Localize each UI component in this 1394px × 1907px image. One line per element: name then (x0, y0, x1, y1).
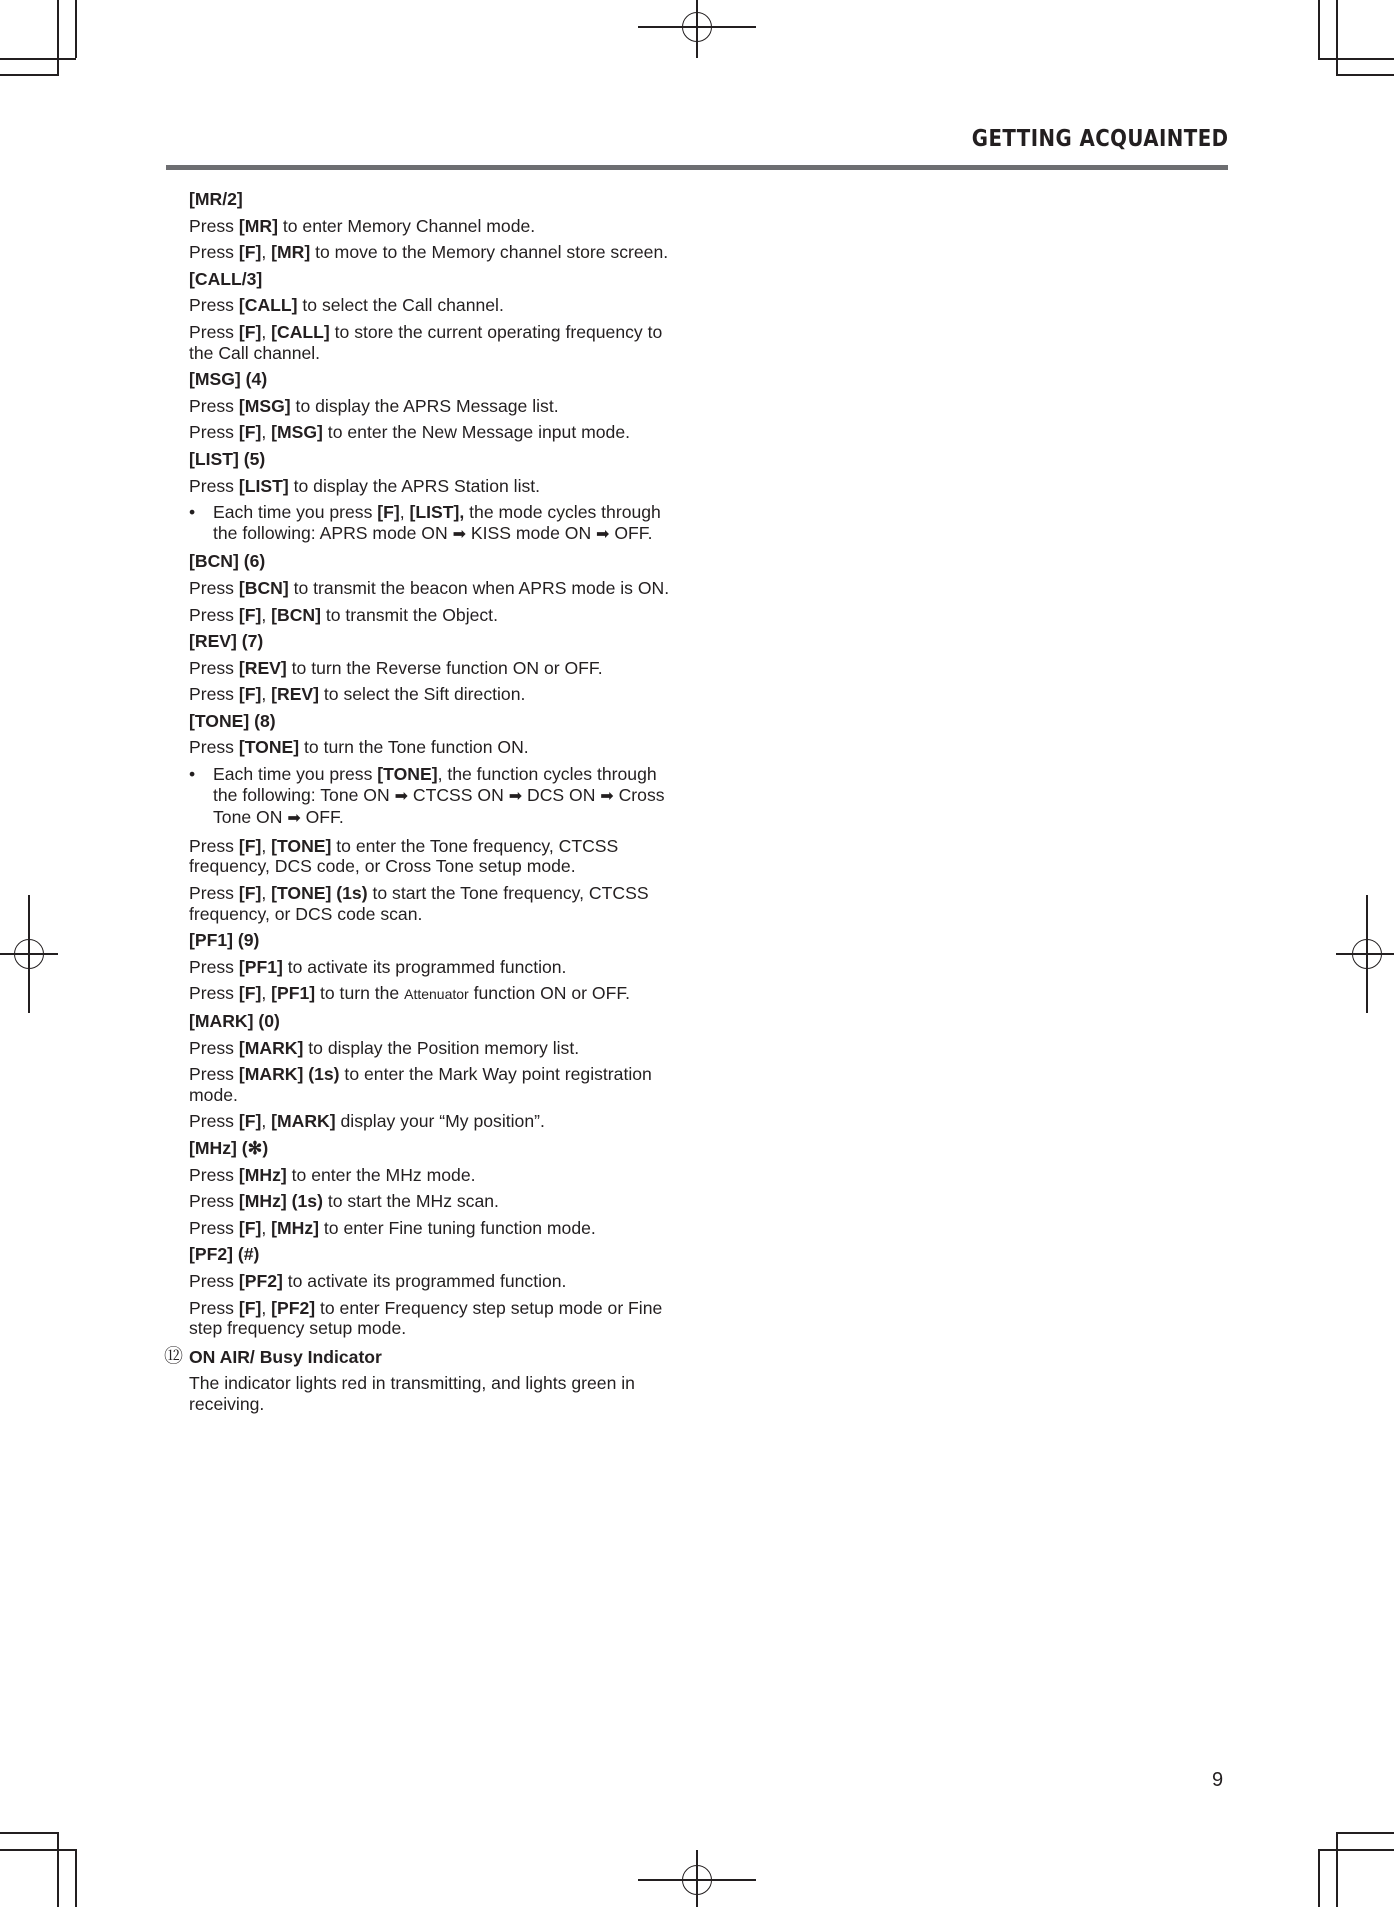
description-line: Press [F], [MSG] to enter the New Message input mode. (189, 422, 631, 443)
description-line: Press [PF2] to activate its programmed function. (189, 1270, 567, 1291)
section-heading-mark: [MARK] (0) (189, 1011, 280, 1031)
key-label: [MARK] (1s) (238, 1064, 340, 1085)
description-line: Press [PF1] to activate its programmed function. (189, 956, 567, 977)
key-label: [F] (238, 1297, 262, 1318)
section-heading-pf1: [PF1] (9) (189, 930, 260, 951)
description-line: Press [MARK] to display the Position memory list. (189, 1037, 580, 1058)
description-line: Press [CALL] to select the Call channel. (189, 295, 504, 316)
key-label: [CALL] (271, 321, 330, 342)
section-heading-mr: [MR/2] (189, 189, 243, 209)
description-line: Press [F], [MR] to move to the Memory channel store screen. (189, 242, 669, 263)
key-label: [MSG] (271, 422, 323, 443)
section-number: ⑫ (164, 1345, 184, 1367)
key-label: [LIST], (409, 502, 465, 523)
key-label: [LIST] (238, 475, 289, 496)
description-line: Press [F], [TONE] (1s) to start the Tone frequency, CTCSS frequency, or DCS code scan. (189, 883, 649, 924)
bullet-icon: • (189, 502, 196, 523)
key-label: [F] (238, 983, 262, 1004)
description-line: Press [BCN] to transmit the beacon when APRS mode is ON. (189, 577, 670, 598)
description-line: Press [LIST] to display the APRS Station list. (189, 475, 541, 496)
bullet-icon: • (189, 764, 196, 785)
section-onair (164, 1345, 679, 1415)
key-label: [TONE] (1s) (271, 883, 368, 904)
section-heading-call: [CALL/3] (189, 268, 263, 289)
description-line: Press [F], [CALL] to store the current operating frequency to the Call channel. (189, 321, 663, 363)
description-line: Press [F], [PF2] to enter Frequency step setup mode or Fine step frequency setup mode. (189, 1297, 663, 1339)
key-label: [F] (238, 242, 262, 263)
description-line: Press [MSG] to display the APRS Message list. (189, 395, 559, 416)
key-label: [MHz] (238, 1164, 287, 1185)
description-line: Press [F], [PF1] to turn the Attenuator function ON or OFF. (189, 983, 631, 1004)
page-header-title: GETTING ACQUAINTED (971, 126, 1228, 152)
section-heading-list: [LIST] (5) (189, 448, 266, 469)
key-label: [F] (238, 1217, 262, 1238)
section-heading-pf2: [PF2] (#) (189, 1244, 260, 1265)
arrow-right-icon: ➡ (287, 810, 301, 828)
page-number: 9 (1212, 1769, 1224, 1791)
key-label: [F] (238, 684, 262, 705)
key-label: [BCN] (271, 604, 321, 625)
arrow-right-icon: ➡ (600, 787, 614, 805)
description-line: Press [MHz] to enter the MHz mode. (189, 1164, 476, 1185)
key-label: [PF2] (271, 1297, 316, 1318)
section-heading-rev: [REV] (7) (189, 631, 264, 652)
description-line: Press [MR] to enter Memory Channel mode. (189, 215, 536, 236)
key-label: [MHz] (271, 1217, 320, 1238)
key-label: [F] (238, 321, 262, 342)
description-line: Press [F], [TONE] to enter the Tone frequency, CTCSS frequency, DCS code, or Cross Tone setup mode. (189, 835, 619, 877)
section-heading-bcn: [BCN] (6) (189, 551, 266, 572)
key-label: [MHz] (1s) (238, 1191, 323, 1212)
section-heading-mhz: [MHz] (✻) (189, 1137, 269, 1158)
bullet-item: • Each time you press [TONE], the function cycles through the following: Tone ON ➡ CTCSS ON ➡ DCS ON ➡ Cross Tone ON ➡ OFF. (189, 764, 665, 828)
section-heading-onair: ON AIR/ Busy Indicator (189, 1346, 382, 1367)
section-heading-msg: [MSG] (4) (189, 369, 268, 390)
key-label: [MARK] (271, 1111, 336, 1132)
key-label: [F] (377, 502, 400, 523)
header-rule (166, 165, 1228, 170)
description-line: Press [F], [BCN] to transmit the Object. (189, 604, 498, 625)
arrow-right-icon: ➡ (394, 787, 408, 805)
key-label: [F] (238, 835, 262, 856)
key-label: [TONE] (271, 835, 332, 856)
description-line: Press [REV] to turn the Reverse function ON or OFF. (189, 657, 603, 678)
key-label: [PF1] (271, 983, 316, 1004)
description-line: Press [MHz] (1s) to start the MHz scan. (189, 1191, 499, 1212)
key-label: [MARK] (238, 1037, 304, 1058)
key-label: [CALL] (238, 295, 298, 316)
description-line: Press [F], [MHz] to enter Fine tuning function mode. (189, 1217, 596, 1238)
key-label: [MSG] (238, 395, 291, 416)
key-label: [F] (238, 1111, 262, 1132)
key-label: [PF2] (238, 1270, 283, 1291)
key-label: [PF1] (238, 956, 283, 977)
description-line: Press [MARK] (1s) to enter the Mark Way point registration mode. (189, 1064, 652, 1105)
arrow-right-icon: ➡ (596, 525, 610, 543)
bullet-item: • Each time you press [F], [LIST], the mode cycles through the following: APRS mode ON ➡ KISS mode ON ➡ OFF. (189, 502, 661, 543)
key-label: [REV] (238, 657, 287, 678)
arrow-right-icon: ➡ (508, 787, 523, 805)
key-label: [TONE] (377, 764, 438, 785)
description-line: Press [F], [MARK] display your “My position”. (189, 1111, 545, 1132)
description-line: The indicator lights red in transmitting, and lights green in receiving. (189, 1373, 635, 1414)
key-label: [F] (238, 883, 262, 904)
description-line: Press [F], [REV] to select the Sift direction. (189, 684, 526, 705)
key-label: [BCN] (238, 577, 289, 598)
description-line: Press [TONE] to turn the Tone function ON. (189, 737, 529, 758)
key-label: [F] (238, 422, 262, 443)
key-label: [TONE] (238, 737, 300, 758)
key-label: [MR] (238, 215, 278, 236)
key-label: [MR] (271, 242, 311, 263)
key-label: [F] (238, 604, 262, 625)
arrow-right-icon: ➡ (452, 525, 466, 543)
key-label: [REV] (271, 684, 320, 705)
key-descriptions (164, 189, 679, 1421)
section-heading-tone: [TONE] (8) (189, 710, 276, 731)
